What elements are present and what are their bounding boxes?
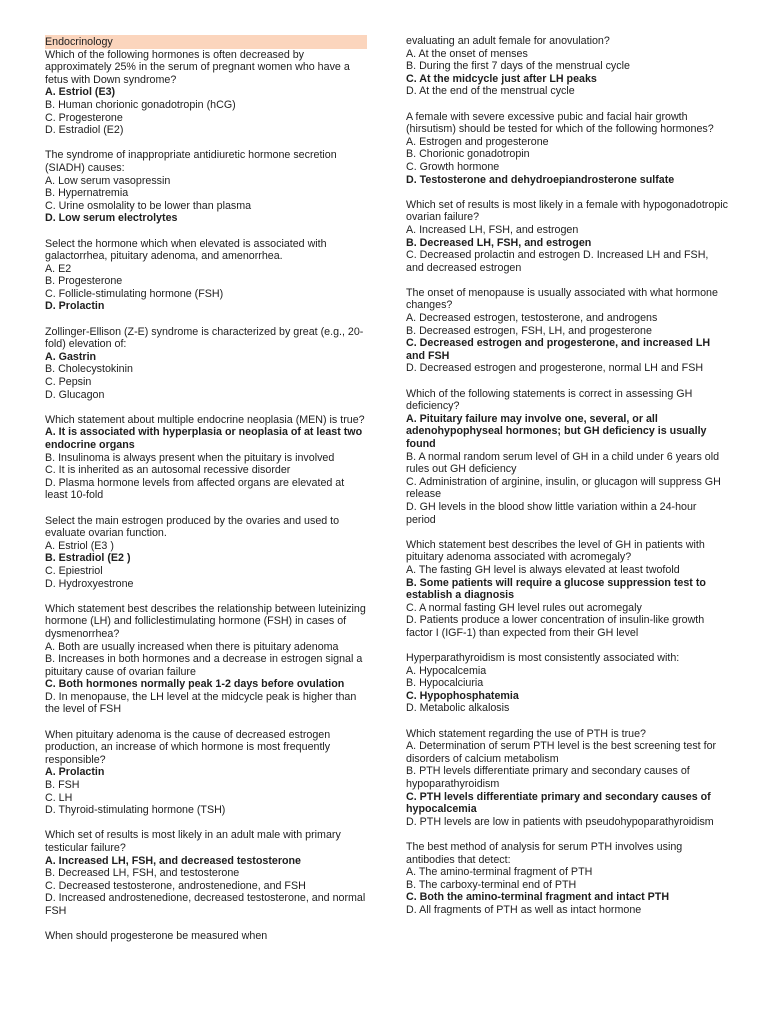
answer-option: C. Pepsin [45, 376, 92, 389]
answer-option: B. Chorionic gonadotropin [406, 148, 530, 161]
question-text: Which set of results is most likely in a female with hypogonadotropic ovarian failure? [406, 198, 728, 224]
answer-option: D. All fragments of PTH as well as intact hormone [406, 903, 642, 916]
question-text: Which statement about multiple endocrine neoplasia (MEN) is true? [45, 413, 365, 426]
answer-option: D. Metabolic alkalosis [406, 702, 510, 715]
answer-option: B. A normal random serum level of GH in a child under 6 years old rules out GH deficiency [406, 450, 720, 476]
correct-answer-option: B. Some patients will require a glucose suppression test to establish a diagnosis [406, 576, 706, 602]
answer-option: D. Patients produce a lower concentration of insulin-like growth factor I (IGF-1) than expected from their GH level [406, 614, 705, 639]
question-block [406, 539, 728, 640]
correct-answer-option: C. PTH levels differentiate primary and secondary causes of hypocalcemia [406, 790, 711, 816]
question-block [406, 287, 728, 375]
question-block [45, 238, 367, 314]
correct-answer-option: D. Low serum electrolytes [45, 212, 178, 225]
correct-answer-option: C. Hypophosphatemia [406, 689, 519, 702]
answer-option: D. PTH levels are low in patients with pseudohypoparathyroidism [406, 815, 714, 828]
question-text: Which of the following hormones is often decreased by approximately 25% in the serum of pregnant women who have a fetus with Down syndrome? [45, 48, 350, 86]
question-block [45, 515, 367, 591]
question-block [406, 841, 728, 917]
answer-option: A. E2 [45, 262, 72, 275]
answer-option: A. Increased LH, FSH, and estrogen [406, 223, 579, 236]
answer-option: D. GH levels in the blood show little variation within a 24-hour period [406, 500, 697, 526]
answer-option: B. Decreased estrogen, FSH, LH, and progesterone [406, 324, 652, 337]
question-block [45, 149, 367, 225]
question-text: Which statement best describes the level of GH in patients with pituitary adenoma associated with acromegaly? [406, 538, 705, 564]
question-text: Which of the following statements is correct in assessing GH deficiency? [406, 387, 693, 413]
correct-answer-option: D. Prolactin [45, 300, 105, 313]
answer-option: D. Glucagon [45, 388, 105, 401]
question-block [406, 728, 728, 829]
right-question-list [406, 35, 728, 917]
answer-option: C. It is inherited as an autosomal recessive disorder [45, 464, 291, 477]
correct-answer-option: C. Decreased estrogen and progesterone, and increased LH and FSH [406, 337, 711, 362]
right-column [406, 35, 728, 929]
answer-option: A. Hypocalcemia [406, 664, 487, 677]
correct-answer-option: C. Both the amino-terminal fragment and intact PTH [406, 891, 670, 904]
question-text: Which statement best describes the relationship between luteinizing hormone (LH) and folliclestimulating hormone (FSH) in cases of dysmenorrhea? [45, 602, 366, 640]
answer-option: B. The carboxy-terminal end of PTH [406, 878, 577, 891]
question-text: The best method of analysis for serum PTH involves using antibodies that detect: [406, 841, 683, 866]
answer-option: D. In menopause, the LH level at the midcycle peak is higher than the level of FSH [45, 690, 357, 716]
answer-option: A. The amino-terminal fragment of PTH [406, 866, 593, 879]
correct-answer-option: C. Both hormones normally peak 1-2 days before ovulation [45, 678, 345, 691]
question-block [406, 35, 728, 98]
answer-option: D. Thyroid-stimulating hormone (TSH) [45, 804, 226, 817]
question-block [45, 729, 367, 817]
answer-option: D. At the end of the menstrual cycle [406, 85, 575, 98]
question-block [45, 603, 367, 716]
answer-option: A. At the onset of menses [406, 47, 528, 60]
answer-option: B. Decreased LH, FSH, and testosterone [45, 867, 240, 880]
question-text: The onset of menopause is usually associated with what hormone changes? [406, 286, 718, 312]
answer-option: B. Increases in both hormones and a decrease in estrogen signal a pituitary cause of ovarian failure [45, 653, 363, 678]
answer-option: C. LH [45, 791, 73, 804]
correct-answer-option: A. Increased LH, FSH, and decreased testosterone [45, 854, 301, 867]
answer-option: D. Hydroxyestrone [45, 577, 134, 590]
question-text: Select the hormone which when elevated is associated with galactorrhea, pituitary adenoma, and amenorrhea. [45, 237, 327, 263]
correct-answer-option: A. Pituitary failure may involve one, several, or all adenohypophyseal hormones; but GH deficiency is usually found [406, 412, 707, 450]
answer-option: B. Human chorionic gonadotropin (hCG) [45, 98, 236, 111]
answer-option: B. Hypocalciuria [406, 677, 484, 690]
question-block [45, 414, 367, 502]
question-text: evaluating an adult female for anovulation? [406, 35, 610, 47]
question-block [45, 326, 367, 402]
answer-option: C. Decreased testosterone, androstenedione, and FSH [45, 879, 306, 892]
answer-option: A. Decreased estrogen, testosterone, and androgens [406, 312, 658, 325]
question-block [406, 111, 728, 187]
left-column [45, 35, 367, 955]
correct-answer-option: A. Estriol (E3) [45, 86, 116, 99]
section-heading: Endocrinology [45, 35, 367, 49]
answer-option: D. Plasma hormone levels from affected organs are elevated at least 10-fold [45, 476, 345, 502]
correct-answer-option: A. It is associated with hyperplasia or neoplasia of at least two endocrine organs [45, 426, 363, 451]
question-block [406, 388, 728, 527]
answer-option: D. Estradiol (E2) [45, 124, 124, 137]
correct-answer-option: A. Prolactin [45, 766, 105, 779]
answer-option: A. Both are usually increased when there is pituitary adenoma [45, 640, 339, 653]
question-text: The syndrome of inappropriate antidiuretic hormone secretion (SIADH) causes: [45, 149, 337, 174]
question-block [406, 199, 728, 275]
answer-option: C. Urine osmolality to be lower than plasma [45, 199, 252, 212]
answer-option: C. Administration of arginine, insulin, or glucagon will suppress GH release [406, 475, 721, 501]
correct-answer-option: A. Gastrin [45, 350, 97, 363]
question-text: Hyperparathyroidism is most consistently associated with: [406, 652, 680, 665]
answer-option: A. The fasting GH level is always elevated at least twofold [406, 563, 680, 576]
question-block [45, 49, 367, 137]
answer-option: D. Decreased estrogen and progesterone, normal LH and FSH [406, 362, 704, 375]
answer-option: B. FSH [45, 779, 80, 792]
question-text: When should progesterone be measured when [45, 930, 268, 943]
question-block [45, 829, 367, 917]
question-text: When pituitary adenoma is the cause of decreased estrogen production, an increase of which hormone is most frequently responsible? [45, 728, 331, 766]
answer-option: C. A normal fasting GH level rules out acromegaly [406, 601, 642, 614]
answer-option: B. PTH levels differentiate primary and secondary causes of hypoparathyroidism [406, 765, 690, 791]
question-text: Which set of results is most likely in an adult male with primary testicular failure? [45, 829, 341, 854]
question-text: A female with severe excessive pubic and facial hair growth (hirsutism) should be tested for which of the following hormones? [406, 110, 714, 136]
answer-option: C. Progesterone [45, 111, 123, 124]
left-question-list [45, 49, 367, 943]
question-block [406, 652, 728, 715]
question-text: Which statement regarding the use of PTH is true? [406, 727, 646, 740]
answer-option: B. During the first 7 days of the menstrual cycle [406, 60, 630, 73]
correct-answer-option: B. Decreased LH, FSH, and estrogen [406, 236, 592, 249]
answer-option: C. Follicle-stimulating hormone (FSH) [45, 287, 224, 300]
answer-option: A. Estrogen and progesterone [406, 135, 549, 148]
answer-option: B. Cholecystokinin [45, 363, 133, 376]
correct-answer-option: B. Estradiol (E2 ) [45, 552, 131, 565]
answer-option: C. Decreased prolactin and estrogen D. Increased LH and FSH, and decreased estrogen [406, 249, 709, 274]
answer-option: D. Increased androstenedione, decreased testosterone, and normal FSH [45, 892, 366, 917]
answer-option: B. Hypernatremia [45, 187, 129, 200]
question-text: Zollinger-Ellison (Z-E) syndrome is characterized by great (e.g., 20-fold) elevation of: [45, 325, 364, 351]
answer-option: B. Progesterone [45, 275, 123, 288]
correct-answer-option: D. Testosterone and dehydroepiandrosterone sulfate [406, 173, 675, 186]
correct-answer-option: C. At the midcycle just after LH peaks [406, 72, 597, 85]
answer-option: A. Low serum vasopressin [45, 174, 171, 187]
answer-option: C. Epiestriol [45, 564, 103, 577]
answer-option: A. Estriol (E3 ) [45, 539, 114, 552]
answer-option: A. Determination of serum PTH level is the best screening test for disorders of calcium metabolism [406, 740, 717, 765]
question-text: Select the main estrogen produced by the ovaries and used to evaluate ovarian function. [45, 514, 340, 540]
question-block [45, 930, 367, 943]
answer-option: C. Growth hormone [406, 160, 500, 173]
answer-option: B. Insulinoma is always present when the pituitary is involved [45, 451, 335, 464]
